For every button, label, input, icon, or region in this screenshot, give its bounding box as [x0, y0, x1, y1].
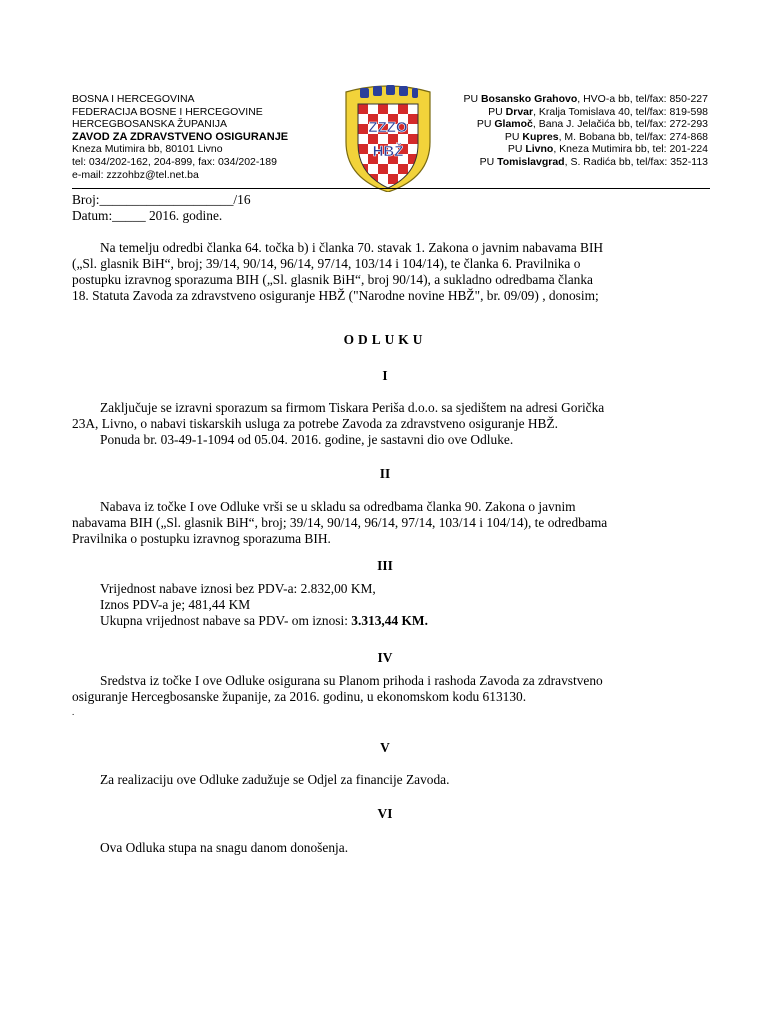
preamble: [72, 240, 698, 304]
value-without-vat: Vrijednost nabave iznosi bez PDV-a: 2.832,00 KM,: [100, 581, 376, 596]
branch-line: PU Kupres, M. Bobana bb, tel/fax: 274-868: [504, 130, 708, 143]
section-line: Nabava iz točke I ove Odluke vrši se u skladu sa odredbama članka 90. Zakona o javnim: [100, 499, 576, 514]
stray-dot: .: [72, 707, 75, 717]
vat-amount: Iznos PDV-a je; 481,44 KM: [100, 597, 251, 612]
logo-bottom-text: HBŽ: [372, 143, 404, 160]
section-heading: IV: [377, 650, 393, 665]
branch-offices: [408, 93, 708, 169]
preamble-line: 18. Statuta Zavoda za zdravstveno osiguranje HBŽ ("Narodne novine HBŽ", br. 09/09) , donosim;: [72, 288, 599, 303]
logo-top-text: ZZZO: [368, 119, 408, 136]
branch-line: PU Bosansko Grahovo, HVO-a bb, tel/fax: 850-227: [463, 93, 708, 105]
institution-header: [72, 93, 342, 181]
preamble-line: („Sl. glasnik BiH“, broj; 39/14, 90/14, 96/14, 97/14, 103/14 i 104/14), te članka 6. Pravilnika o: [72, 256, 581, 271]
section-2-text: [72, 499, 698, 547]
header-line: HERCEGBOSANSKA ŽUPANIJA: [72, 118, 228, 131]
section-heading: VI: [377, 806, 393, 821]
section-line: Ova Odluka stupa na snagu danom donošenja.: [100, 840, 349, 855]
header-email: e-mail: zzzohbz@tel.net.ba: [72, 168, 199, 181]
section-line: Ponuda br. 03-49-1-1094 od 05.04. 2016. godine, je sastavni dio ove Odluke.: [100, 432, 514, 447]
section-heading: II: [379, 466, 391, 481]
section-line: osiguranje Hercegbosanske županije, za 2016. godinu, u ekonomskom kodu 613130.: [72, 689, 527, 704]
preamble-line: Na temelju odredbi članka 64. točka b) i članka 70. stavak 1. Zakona o javnim nabavama BIH: [100, 240, 604, 255]
section-heading: I: [382, 368, 388, 383]
section-heading: III: [377, 558, 393, 573]
reference-number: Broj:____________________/16: [72, 192, 251, 207]
document-date: Datum:_____ 2016. godine.: [72, 208, 223, 223]
branch-line: PU Livno, Kneza Mutimira bb, tel: 201-224: [507, 143, 708, 156]
section-line: Sredstva iz točke I ove Odluke osigurana su Planom prihoda i rashoda Zavoda za zdravstveno: [100, 673, 603, 688]
section-heading: V: [380, 740, 390, 755]
section-line: Za realizaciju ove Odluke zadužuje se Odjel za financije Zavoda.: [100, 772, 450, 787]
section-line: 23A, Livno, o nabavi tiskarskih usluga za potrebe Zavoda za zdravstveno osiguranje HBŽ.: [72, 416, 559, 431]
total-amount: 3.313,44 KM.: [351, 613, 428, 628]
header-address: Kneza Mutimira bb, 80101 Livno: [72, 143, 223, 156]
branch-line: PU Glamoč, Bana J. Jelačića bb, tel/fax: 272-293: [476, 118, 708, 131]
section-3-text: [72, 581, 698, 629]
total-value: Ukupna vrijednost nabave sa PDV- om iznosi: 3.313,44 KM.: [100, 613, 428, 628]
preamble-line: postupku izravnog sporazuma BIH („Sl. glasnik BiH“, broj 90/14), a sukladno odredbama članka: [72, 272, 593, 287]
section-line: nabavama BIH („Sl. glasnik BiH“, broj; 39/14, 90/14, 96/14, 97/14, 103/14 i 104/14), te odredbama: [72, 515, 608, 530]
section-6-text: [72, 840, 698, 856]
document-title: ODLUKU: [343, 332, 427, 347]
section-4-text: [72, 673, 698, 719]
header-line: BOSNA I HERCEGOVINA: [72, 93, 195, 105]
branch-line: PU Drvar, Kralja Tomislava 40, tel/fax: 819-598: [488, 105, 708, 118]
branch-line: PU Tomislavgrad, S. Radića bb, tel/fax: 352-113: [479, 155, 708, 168]
header-divider: [72, 188, 710, 189]
section-5-text: [72, 772, 698, 788]
header-line: FEDERACIJA BOSNE I HERCEGOVINE: [72, 105, 263, 118]
section-line: Pravilnika o postupku izravnog sporazuma BIH.: [72, 531, 331, 546]
section-line: Zaključuje se izravni sporazum sa firmom Tiskara Periša d.o.o. sa sjedištem na adresi Gorička: [100, 400, 605, 415]
institution-name: ZAVOD ZA ZDRAVSTVENO OSIGURANJE: [72, 130, 289, 143]
header-phone: tel: 034/202-162, 204-899, fax: 034/202-189: [72, 155, 277, 168]
section-1-text: [72, 400, 698, 448]
